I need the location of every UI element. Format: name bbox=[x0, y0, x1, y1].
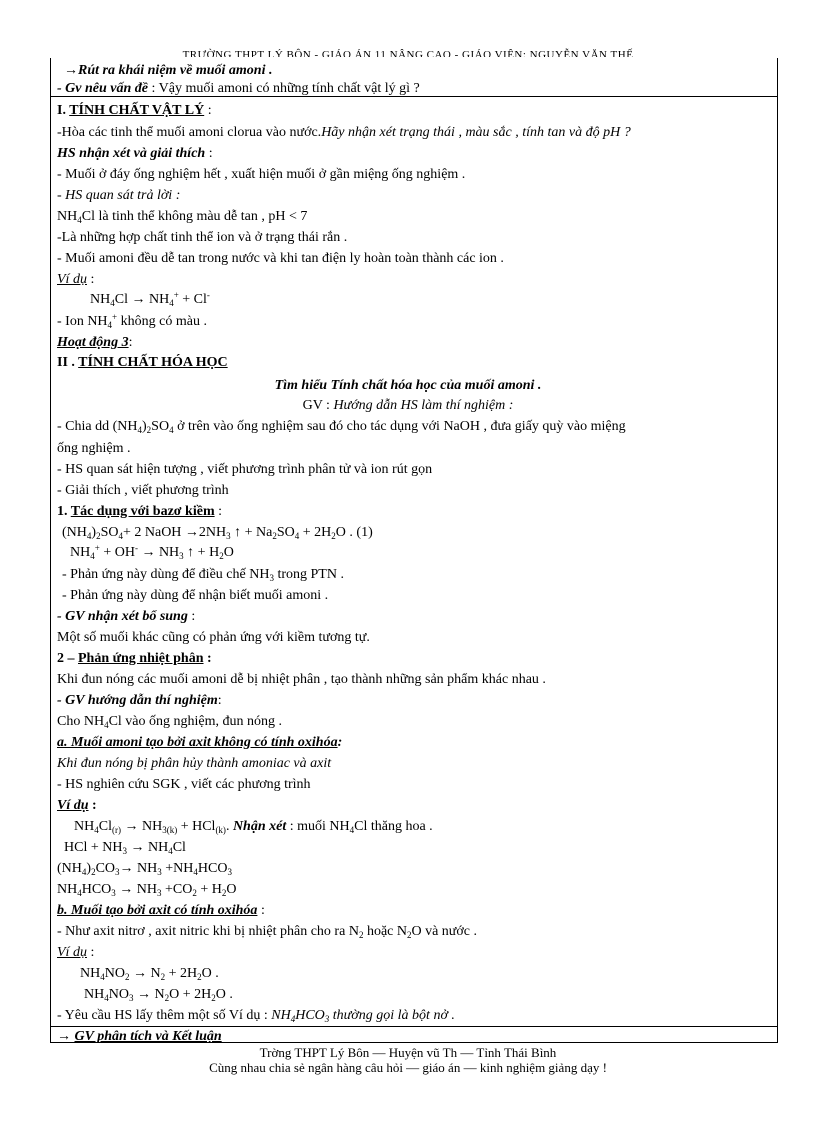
equation: $NH_4Cl_{(r)} \to NH_{3(k)} + HCl_{(k)}$. Nhận xét : muối $NH_4Cl$ thăng hoa . bbox=[74, 819, 433, 835]
section-heading-chemical: II . TÍNH CHẤT HÓA HỌC bbox=[57, 355, 228, 370]
section-heading-physical: I. TÍNH CHẤT VẬT LÝ : bbox=[57, 103, 212, 118]
equation: $NH_4HCO_3 \to NH_3 +CO_2 + H_2O$ bbox=[57, 882, 237, 898]
centered-title: Tìm hiểu Tính chất hóa học của muối amoni . bbox=[274, 378, 542, 393]
paragraph: $NH_4Cl$ là tinh thể không màu dễ tan , pH < 7 bbox=[57, 209, 308, 225]
paragraph: - Yêu cầu HS lấy thêm một số Ví dụ : $NH_4HCO_3$ thường gọi là bột nở . bbox=[57, 1008, 455, 1024]
list-item: - Phản ứng này dùng để nhận biết muối amoni . bbox=[62, 588, 329, 603]
subsection-heading: 1. Tác dụng với bazơ kiềm : bbox=[57, 504, 222, 519]
activity-label: Hoạt động 3: bbox=[57, 335, 133, 350]
paragraph: - HS quan sát hiện tượng , viết phương trình phân tử và ion rút gọn bbox=[57, 462, 433, 477]
paragraph: -Hòa các tinh thể muối amoni clorua vào nước.Hãy nhận xét trạng thái , màu sắc , tính tan và độ pH ? bbox=[57, 125, 631, 140]
footer-line-1: Trờng THPT Lý Bôn — Huyện vũ Th — Tỉnh Thái Bình bbox=[259, 1045, 557, 1060]
paragraph: - Muối ở đáy ống nghiệm hết , xuất hiện muối ở gần miệng ống nghiệm . bbox=[57, 167, 466, 182]
paragraph: Cho $NH_4Cl$ vào ống nghiệm, đun nóng . bbox=[57, 714, 282, 730]
equation: $(NH_4)_2CO_3\to NH_3 +NH_4HCO_3$ bbox=[57, 861, 232, 877]
subheading: - GV hướng dẫn thí nghiệm: bbox=[57, 693, 222, 708]
paragraph: Khi đun nóng các muối amoni dễ bị nhiệt phân , tạo thành những sản phẩm khác nhau . bbox=[57, 672, 546, 687]
paragraph: -Là những hợp chất tinh thể ion và ở trạng thái rắn . bbox=[57, 230, 348, 245]
paragraph: - Chia dd $(NH_4)_2SO_4$ ở trên vào ống nghiệm sau đó cho tác dụng với NaOH , đưa giấy quỳ vào miệng bbox=[57, 419, 626, 435]
conclusion: → GV phân tích và Kết luận bbox=[57, 1029, 222, 1044]
list-item: - Phản ứng này dùng để điều chế $NH_3$ trong PTN . bbox=[62, 567, 344, 583]
centered-subtitle: GV : Hướng dẫn HS làm thí nghiệm : bbox=[302, 398, 514, 413]
paragraph: - Ion $NH_4^+$ không có màu . bbox=[57, 312, 207, 330]
subheading: - GV nhận xét bổ sung : bbox=[57, 609, 196, 624]
equation: HCl + $NH_3 \to NH_4Cl$ bbox=[64, 840, 186, 856]
paragraph: Khi đun nóng bị phân hủy thành amoniac và axit bbox=[57, 756, 332, 771]
page-header: TRƯỜNG THPT LÝ BÔN - GIÁO ÁN 11 NÂNG CAO - GIÁO VIÊN: NGUYỄN VĂN THẾ bbox=[182, 49, 634, 57]
subsection-heading: 2 – Phản ứng nhiệt phân : bbox=[57, 651, 212, 666]
teacher-question: - Gv nêu vấn đề : Vậy muối amoni có những tính chất vật lý gì ? bbox=[57, 81, 420, 96]
footer-line-2: Cùng nhau chia sẻ ngân hàng câu hỏi — giáo án — kinh nghiệm giảng dạy ! bbox=[209, 1060, 607, 1075]
subheading: b. Muối tạo bởi axit có tính oxihóa : bbox=[57, 903, 265, 918]
subheading: HS nhận xét và giải thích : bbox=[57, 146, 213, 161]
paragraph: - Giải thích , viết phương trình bbox=[57, 483, 229, 498]
paragraph: ống nghiệm . bbox=[57, 441, 131, 456]
paragraph: Một số muối khác cũng có phản ứng với kiềm tương tự. bbox=[57, 630, 370, 645]
paragraph: - HS quan sát trả lời : bbox=[57, 188, 181, 203]
example-label: Ví dụ : bbox=[57, 272, 95, 287]
example-label: Ví dụ : bbox=[57, 945, 95, 960]
example-label: Ví dụ : bbox=[57, 798, 97, 813]
subheading: a. Muối amoni tạo bởi axit không có tính oxihóa: bbox=[57, 735, 343, 750]
equation: $NH_4NO_3 \to N_2O + 2H_2O$ . bbox=[84, 987, 233, 1003]
equation: $NH_4^+ + OH^- \to NH_3$ ↑ + $H_2O$ bbox=[70, 543, 234, 561]
equation: $NH_4Cl \to NH_4^+ + Cl^-$ bbox=[90, 290, 210, 308]
divider bbox=[50, 1026, 777, 1027]
paragraph: - Muối amoni đều dễ tan trong nước và khi tan điện ly hoàn toàn thành các ion . bbox=[57, 251, 504, 266]
equation: $(NH_4)_2SO_4+ 2$ NaOH $\to 2NH_3$ ↑ + $Na_2SO_4 + 2H_2O$ . (1) bbox=[62, 525, 373, 541]
paragraph: - Như axit nitrơ , axit nitric khi bị nhiệt phân cho ra $N_2$ hoặc $N_2O$ và nước . bbox=[57, 924, 478, 940]
equation: $NH_4NO_2 \to N_2 + 2H_2O$ . bbox=[80, 966, 219, 982]
concept-conclusion: →Rút ra khái niệm về muối amoni . bbox=[64, 63, 273, 78]
paragraph: - HS nghiên cứu SGK , viết các phương trình bbox=[57, 777, 311, 792]
